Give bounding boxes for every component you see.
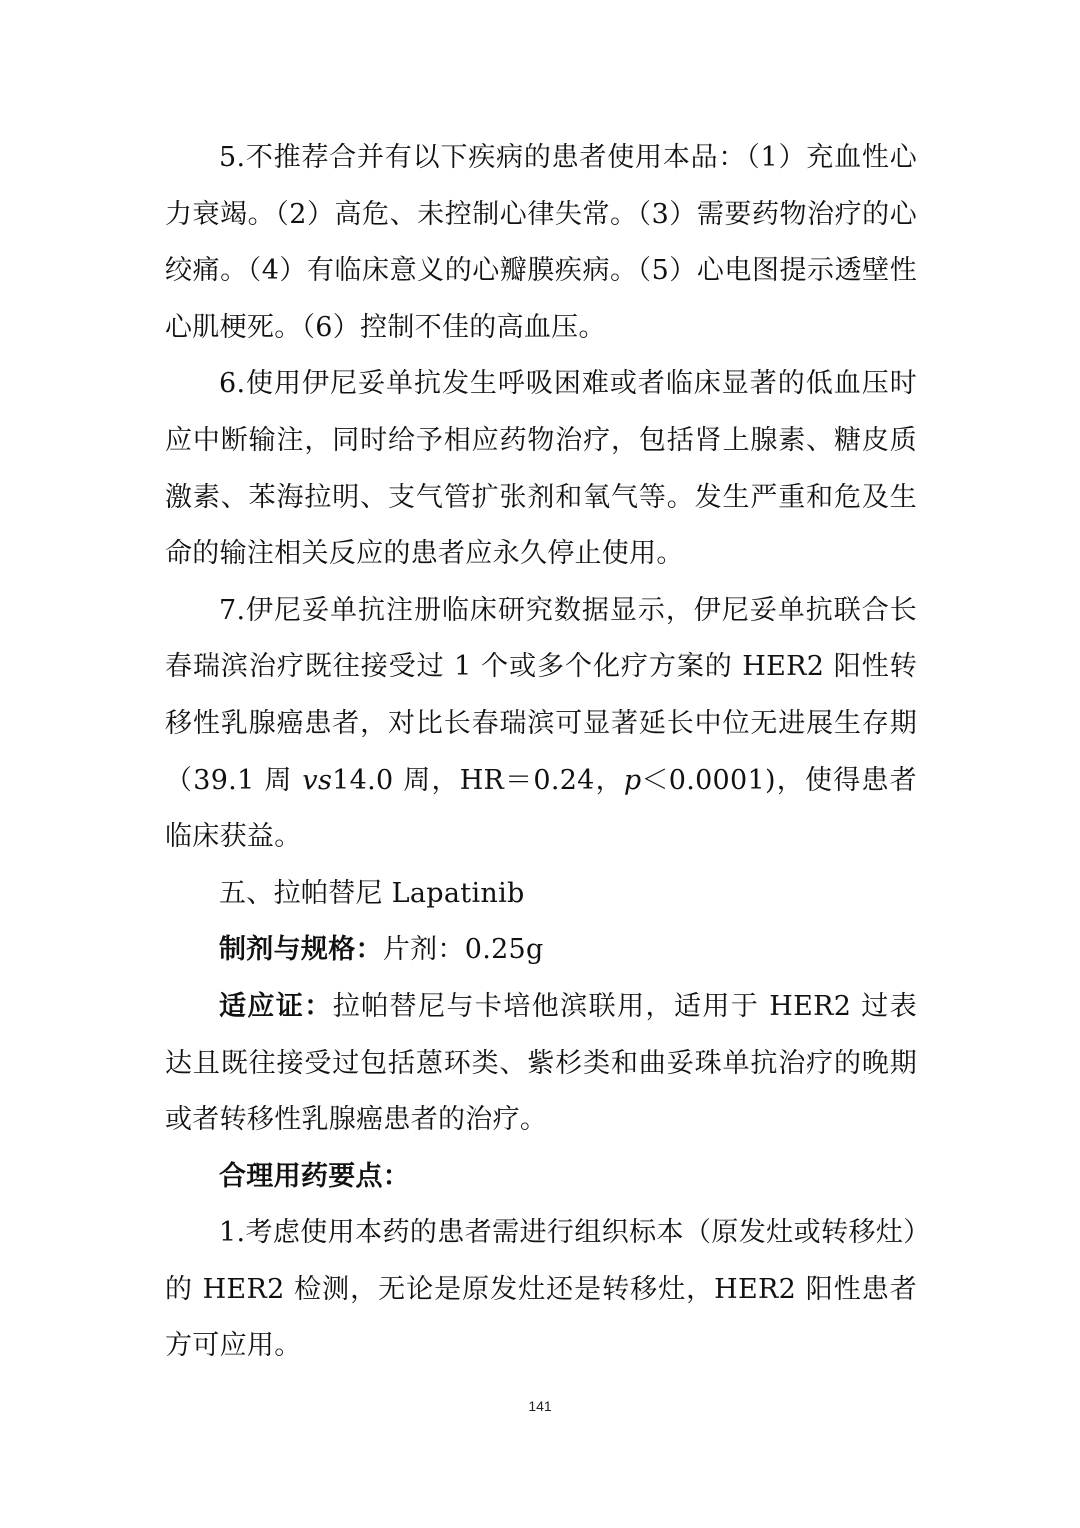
- indication-label: 适应证：: [219, 990, 333, 1022]
- formulation-value: 片剂：0.25g: [382, 934, 544, 966]
- paragraph-7-text-b: 14.0 周，HR＝0.24，: [332, 764, 624, 796]
- paragraph-7-p-value-symbol: p: [623, 764, 642, 796]
- paragraph-item-5: 5.不推荐合并有以下疾病的患者使用本品：（1）充血性心力衰竭。（2）高危、未控制心律失常。（3）需要药物治疗的心绞痛。（4）有临床意义的心瓣膜疾病。（5）心电图提示透壁性心肌梗死。（6）控制不佳的高血压。: [165, 142, 917, 343]
- document-body: [165, 130, 917, 1375]
- rational-use-heading: 合理用药要点：: [219, 1160, 411, 1192]
- paragraph-7-vs: vs: [302, 764, 333, 796]
- paragraph-7-text-a: 7.伊尼妥单抗注册临床研究数据显示，伊尼妥单抗联合长春瑞滨治疗既往接受过 1 个或多个化疗方案的 HER2 阳性转移性乳腺癌患者，对比长春瑞滨可显著延长中位无进展生存期（39.1 周: [165, 594, 917, 796]
- paragraph-item-6: 6.使用伊尼妥单抗发生呼吸困难或者临床显著的低血压时应中断输注，同时给予相应药物治疗，包括肾上腺素、糖皮质激素、苯海拉明、支气管扩张剂和氧气等。发生严重和危及生命的输注相关反应的患者应永久停止使用。: [165, 368, 917, 570]
- indication-value: 拉帕替尼与卡培他滨联用，适用于 HER2 过表达且既往接受过包括蒽环类、紫杉类和曲妥珠单抗治疗的晚期或者转移性乳腺癌患者的治疗。: [165, 990, 918, 1136]
- page-number: 141: [528, 1398, 552, 1414]
- section-heading-lapatinib: 五、拉帕替尼 Lapatinib: [219, 877, 525, 909]
- indication-paragraph: [165, 979, 917, 1149]
- formulation-paragraph: [165, 922, 917, 979]
- paragraph-item-7: [165, 583, 917, 866]
- rational-use-point-1: 1.考虑使用本药的患者需进行组织标本（原发灶或转移灶）的 HER2 检测，无论是原发灶还是转移灶，HER2 阳性患者方可应用。: [165, 1217, 917, 1362]
- paragraph-7-text-c: ＜0.0001)，使得患者临床获益。: [165, 764, 917, 853]
- formulation-label: 制剂与规格：: [219, 934, 383, 966]
